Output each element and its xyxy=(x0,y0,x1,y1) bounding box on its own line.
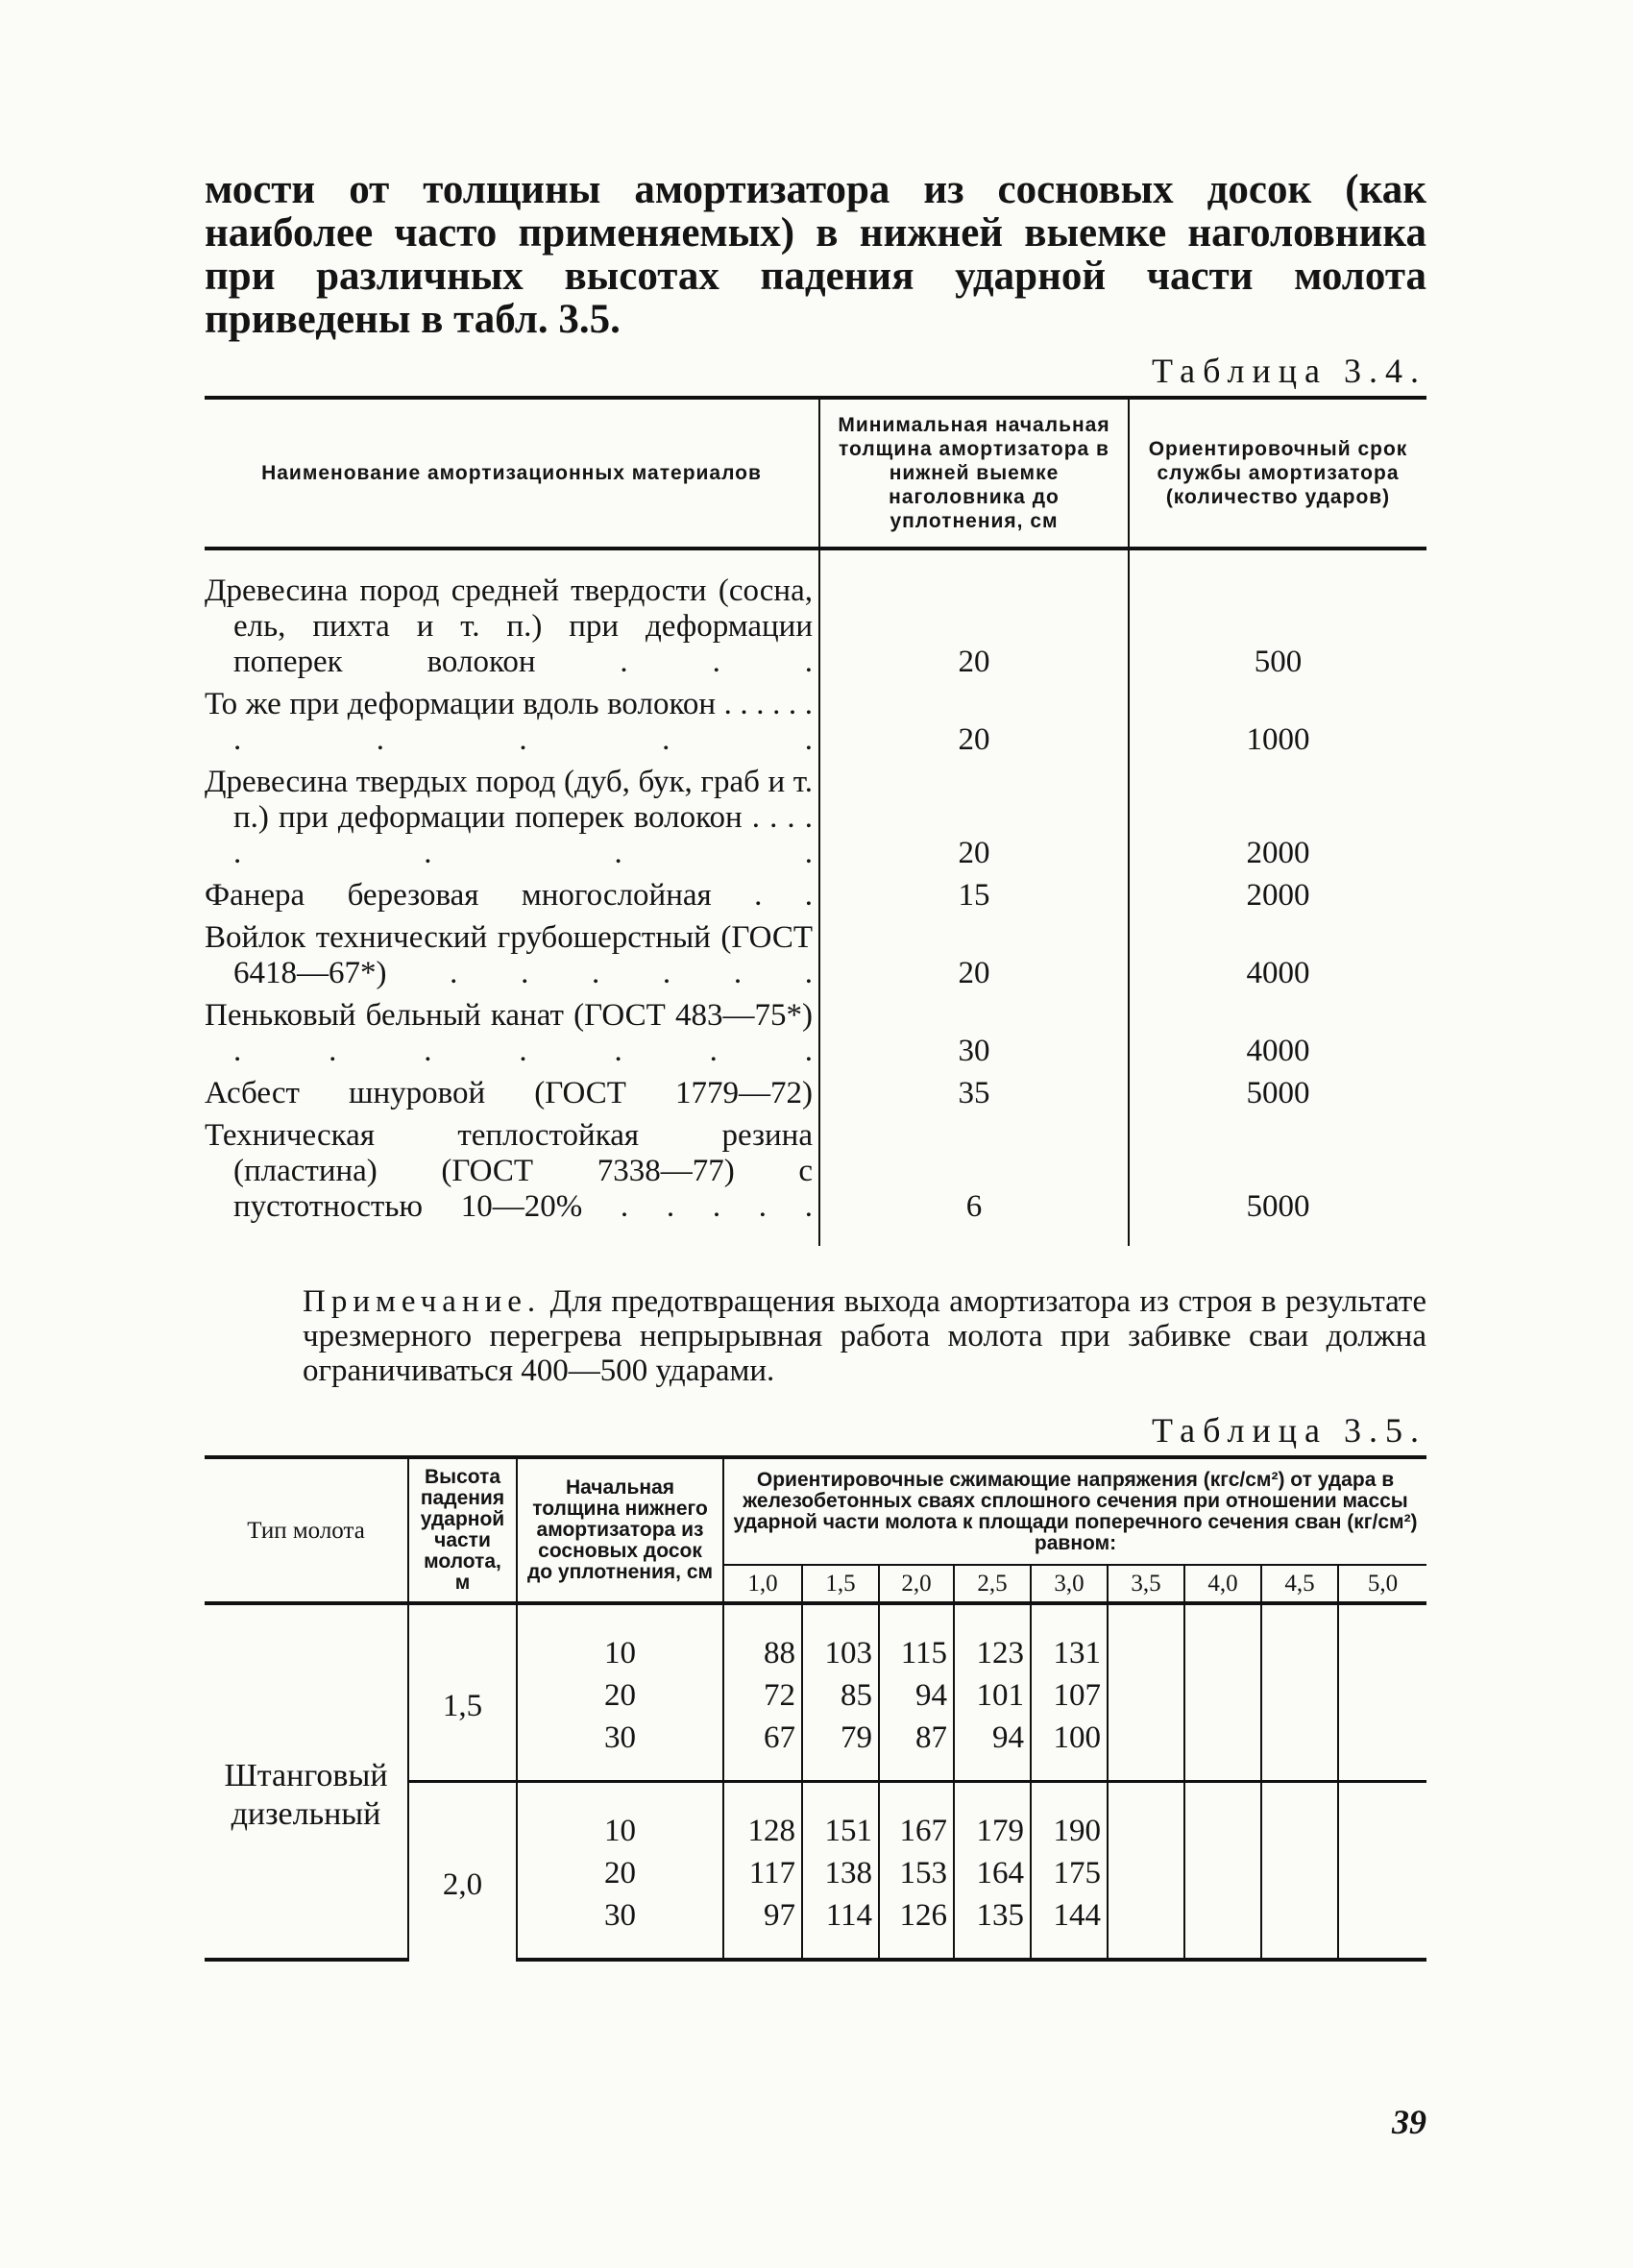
damper-thickness: 10 xyxy=(517,1782,723,1853)
stress-value: 114 xyxy=(802,1894,879,1960)
table-row xyxy=(205,1603,1426,1674)
material-cell xyxy=(205,1118,819,1246)
stress-value: 79 xyxy=(802,1717,879,1782)
stress-value xyxy=(1108,1782,1184,1853)
table-row xyxy=(205,1076,1426,1118)
ratio-header: 2,5 xyxy=(954,1565,1031,1603)
damper-thickness: 20 xyxy=(517,1674,723,1717)
note-lead: Примечание. xyxy=(303,1284,542,1319)
life-value: 4000 xyxy=(1129,998,1426,1076)
stress-value xyxy=(1261,1717,1338,1782)
intro-paragraph: мости от толщины амортизатора из сосновых досок (как наиболее часто применяемых) в нижней выемке наголовника при различных высотах падения ударной части молота приведены в табл. 3.5. xyxy=(205,167,1426,342)
stress-value xyxy=(1184,1894,1261,1960)
thickness-value: 35 xyxy=(819,1076,1129,1118)
stress-value: 131 xyxy=(1031,1603,1108,1674)
thickness-value: 20 xyxy=(819,549,1129,687)
note-text: Для предотвращения выхода амортизатора из строя в результате чрезмерного перегрева непрырывная работа молота при забивке сваи должна ограничиваться 400—500 ударами. xyxy=(303,1284,1427,1388)
damper-thickness: 30 xyxy=(517,1717,723,1782)
life-value: 2000 xyxy=(1129,878,1426,920)
life-value: 500 xyxy=(1129,549,1426,687)
ratio-header: 1,5 xyxy=(802,1565,879,1603)
stress-value: 135 xyxy=(954,1894,1031,1960)
thickness-value: 20 xyxy=(819,920,1129,998)
table-3-5-header-thickness: Начальная толщина нижнего амортизатора из сосновых досок до уплотнения, см xyxy=(517,1457,723,1603)
stress-value xyxy=(1108,1674,1184,1717)
ratio-header: 4,5 xyxy=(1261,1565,1338,1603)
thickness-value: 15 xyxy=(819,878,1129,920)
table-3-4 xyxy=(205,396,1426,1246)
stress-value: 100 xyxy=(1031,1717,1108,1782)
material-cell xyxy=(205,998,819,1076)
damper-thickness: 20 xyxy=(517,1852,723,1894)
thickness-value: 6 xyxy=(819,1118,1129,1246)
stress-value xyxy=(1261,1852,1338,1894)
table-row xyxy=(205,549,1426,687)
table-row xyxy=(205,1118,1426,1246)
stress-value xyxy=(1338,1894,1426,1960)
drop-height: 2,0 xyxy=(408,1782,517,1961)
stress-value: 103 xyxy=(802,1603,879,1674)
material-name: Войлок технический грубошерстный (ГОСТ 6418—67*) . . . . . . xyxy=(205,920,813,990)
stress-value: 144 xyxy=(1031,1894,1108,1960)
ratio-header: 3,5 xyxy=(1108,1565,1184,1603)
table-3-5 xyxy=(205,1455,1426,1962)
material-cell xyxy=(205,687,819,765)
table-3-4-body xyxy=(205,549,1426,1246)
stress-value: 88 xyxy=(723,1603,802,1674)
stress-value: 115 xyxy=(879,1603,954,1674)
hammer-type: Штанговый дизельный xyxy=(205,1603,408,1960)
material-cell xyxy=(205,920,819,998)
stress-value: 67 xyxy=(723,1717,802,1782)
stress-value xyxy=(1184,1603,1261,1674)
thickness-value: 20 xyxy=(819,687,1129,765)
stress-value xyxy=(1338,1717,1426,1782)
table-3-5-header-type: Тип молота xyxy=(205,1457,408,1603)
table-3-5-header-height: Высота падения ударной части молота, м xyxy=(408,1457,517,1603)
life-value: 5000 xyxy=(1129,1076,1426,1118)
table-3-4-caption: Таблица 3.4. xyxy=(1152,352,1426,390)
table-row xyxy=(205,920,1426,998)
material-name: Фанера березовая многослойная . . xyxy=(205,878,813,913)
stress-value: 153 xyxy=(879,1852,954,1894)
stress-value xyxy=(1184,1717,1261,1782)
stress-value: 126 xyxy=(879,1894,954,1960)
material-name: Пеньковый бельный канат (ГОСТ 483—75*) . . . . . . . xyxy=(205,998,813,1068)
damper-thickness: 30 xyxy=(517,1894,723,1960)
table-row xyxy=(205,687,1426,765)
stress-value: 164 xyxy=(954,1852,1031,1894)
stress-value xyxy=(1184,1674,1261,1717)
table-3-5-body xyxy=(205,1603,1426,1960)
stress-value: 72 xyxy=(723,1674,802,1717)
stress-value xyxy=(1108,1894,1184,1960)
life-value: 4000 xyxy=(1129,920,1426,998)
stress-value xyxy=(1184,1852,1261,1894)
material-cell xyxy=(205,878,819,920)
material-name: То же при деформации вдоль волокон . . . . . . . . . . . xyxy=(205,687,813,757)
table-3-4-header-thickness: Минимальная начальная толщина амортизатора в нижней выемке наголовника до уплотнения, см xyxy=(819,398,1129,549)
stress-value: 107 xyxy=(1031,1674,1108,1717)
material-cell xyxy=(205,765,819,878)
life-value: 1000 xyxy=(1129,687,1426,765)
stress-value xyxy=(1108,1717,1184,1782)
stress-value: 128 xyxy=(723,1782,802,1853)
stress-value: 85 xyxy=(802,1674,879,1717)
stress-value: 151 xyxy=(802,1782,879,1853)
stress-value xyxy=(1108,1603,1184,1674)
thickness-value: 20 xyxy=(819,765,1129,878)
stress-value xyxy=(1261,1782,1338,1853)
ratio-header: 2,0 xyxy=(879,1565,954,1603)
stress-value xyxy=(1338,1852,1426,1894)
table-3-4-header-life: Ориентировочный срок службы амортизатора (количество ударов) xyxy=(1129,398,1426,549)
table-3-5-header-stress: Ориентировочные сжимающие напряжения (кгс/см²) от удара в железобетонных сваях сплошного сечения при отношении массы ударной части молота к площади поперечного сечения сван (кг/см²) равном: xyxy=(723,1457,1426,1565)
ratio-header: 5,0 xyxy=(1338,1565,1426,1603)
stress-value: 179 xyxy=(954,1782,1031,1853)
stress-value: 167 xyxy=(879,1782,954,1853)
table-3-5-caption: Таблица 3.5. xyxy=(1152,1411,1426,1450)
stress-value xyxy=(1338,1782,1426,1853)
table-row xyxy=(205,878,1426,920)
material-name: Асбест шнуровой (ГОСТ 1779—72) xyxy=(205,1076,813,1110)
stress-value xyxy=(1261,1894,1338,1960)
stress-value: 138 xyxy=(802,1852,879,1894)
stress-value xyxy=(1184,1782,1261,1853)
stress-value xyxy=(1261,1603,1338,1674)
table-row xyxy=(205,998,1426,1076)
stress-value: 97 xyxy=(723,1894,802,1960)
damper-thickness: 10 xyxy=(517,1603,723,1674)
ratio-header: 3,0 xyxy=(1031,1565,1108,1603)
stress-value xyxy=(1338,1674,1426,1717)
table-3-4-header-material: Наименование амортизационных материалов xyxy=(205,398,819,549)
material-name: Техническая теплостойкая резина (пластина) (ГОСТ 7338—77) с пустотностью 10—20% . . . . . xyxy=(205,1118,813,1224)
life-value: 5000 xyxy=(1129,1118,1426,1246)
thickness-value: 30 xyxy=(819,998,1129,1076)
stress-value: 175 xyxy=(1031,1852,1108,1894)
life-value: 2000 xyxy=(1129,765,1426,878)
stress-value xyxy=(1261,1674,1338,1717)
stress-value: 123 xyxy=(954,1603,1031,1674)
stress-value xyxy=(1338,1603,1426,1674)
stress-value: 87 xyxy=(879,1717,954,1782)
page-number: 39 xyxy=(1392,2103,1426,2141)
stress-value xyxy=(1108,1852,1184,1894)
table-3-4-note xyxy=(303,1284,1426,1388)
material-name: Древесина пород средней твердости (сосна, ель, пихта и т. п.) при деформации поперек волокон . . . xyxy=(205,573,813,679)
stress-value: 94 xyxy=(879,1674,954,1717)
material-name: Древесина твердых пород (дуб, бук, граб и т. п.) при деформации поперек волокон . . . . . . . . xyxy=(205,765,813,870)
table-row xyxy=(205,765,1426,878)
material-cell xyxy=(205,549,819,687)
drop-height: 1,5 xyxy=(408,1603,517,1782)
stress-value: 117 xyxy=(723,1852,802,1894)
stress-value: 190 xyxy=(1031,1782,1108,1853)
ratio-header: 4,0 xyxy=(1184,1565,1261,1603)
material-cell xyxy=(205,1076,819,1118)
ratio-header: 1,0 xyxy=(723,1565,802,1603)
stress-value: 94 xyxy=(954,1717,1031,1782)
stress-value: 101 xyxy=(954,1674,1031,1717)
